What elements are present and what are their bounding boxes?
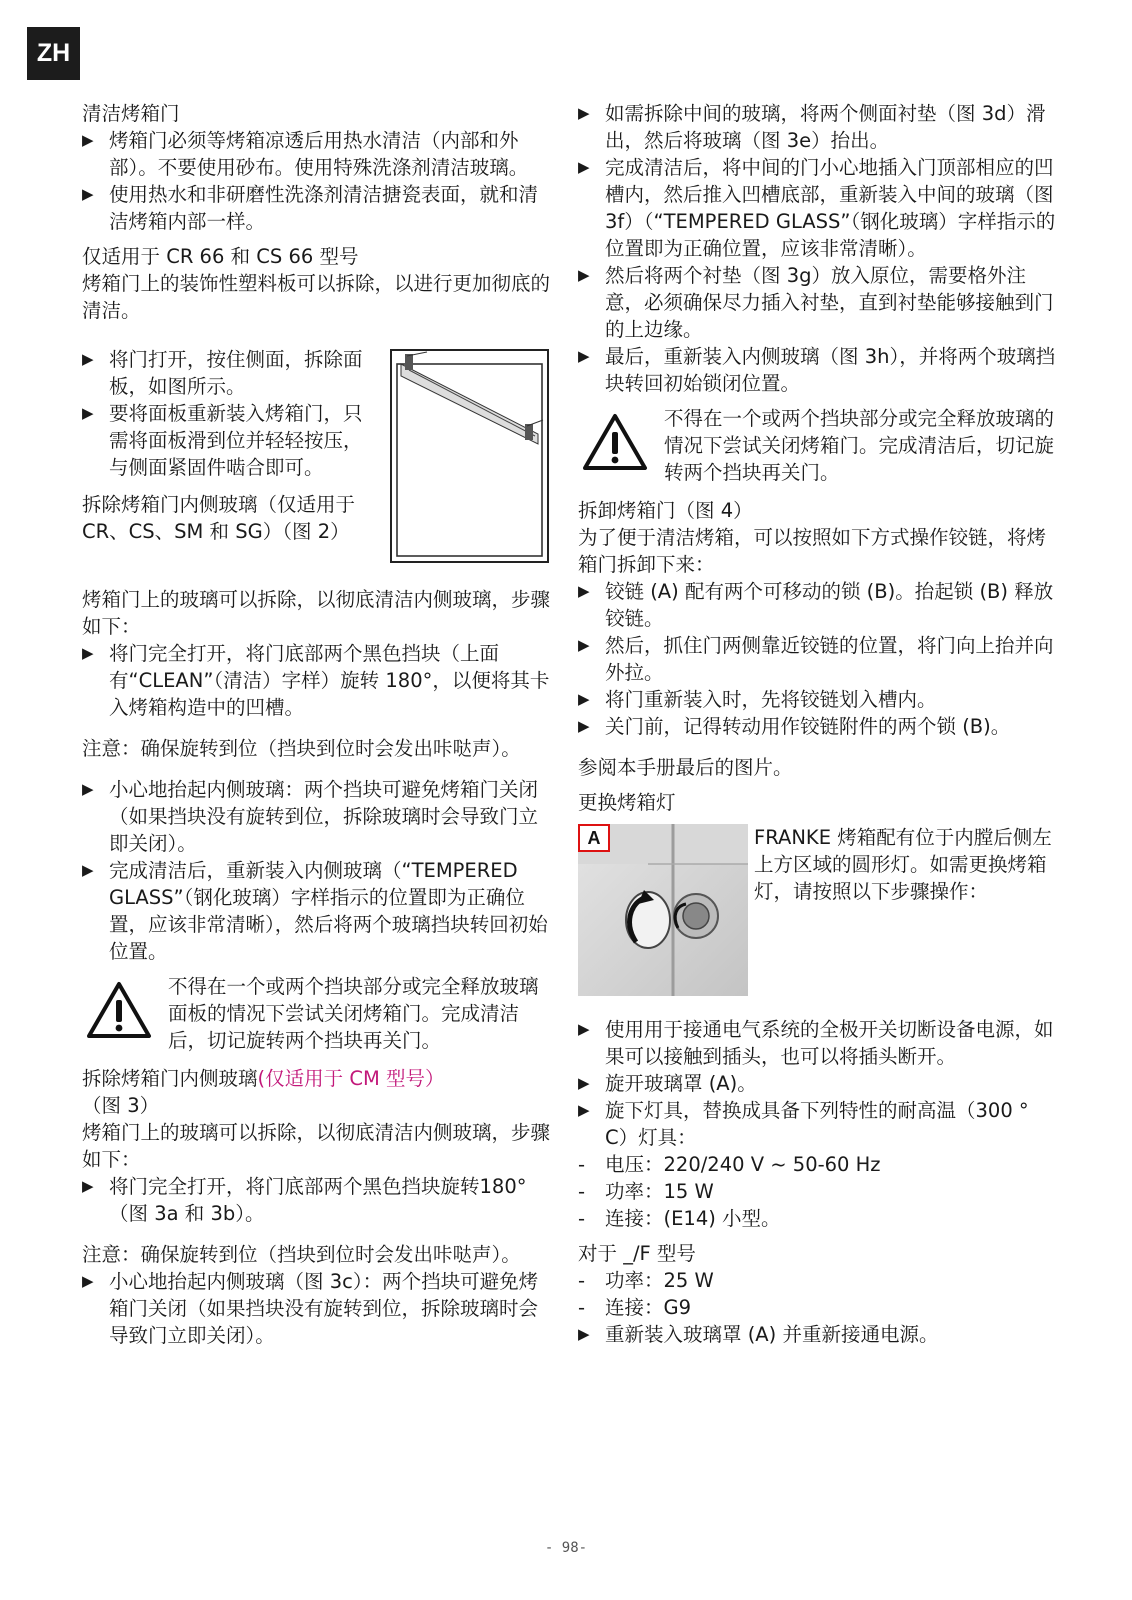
warning-box — [82, 973, 552, 1057]
bullet-arrow-icon: ▶ — [82, 1177, 94, 1195]
list-item: ▶ 将门完全打开，将门底部两个黑色挡块（上面有“CLEAN”（清洁）字样）旋转 180°，以便将其卡入烤箱构造中的凹槽。 — [82, 642, 550, 719]
lamp-heading: 更换烤箱灯 — [578, 791, 676, 814]
spec-item: - 电压：220/240 V ~ 50-60 Hz — [578, 1153, 881, 1176]
door-removal-heading: 拆卸烤箱门（图 4） — [578, 499, 753, 522]
bullet-arrow-icon: ▶ — [578, 582, 590, 600]
door-cleaning-heading: 清洁烤箱门 — [82, 102, 180, 125]
bullet-arrow-icon: ▶ — [578, 1020, 590, 1038]
spec-item: - 连接：(E14) 小型。 — [578, 1207, 781, 1230]
list-item: ▶ 旋开玻璃罩 (A)。 — [578, 1072, 757, 1095]
list-item: ▶ 将门重新装入时，先将铰链划入槽内。 — [578, 688, 937, 711]
note: 注意：确保旋转到位（挡块到位时会发出咔哒声）。 — [82, 1243, 521, 1266]
warning-triangle-icon — [86, 981, 152, 1039]
models-line: 仅适用于 CR 66 和 CS 66 型号 — [82, 245, 359, 268]
list-item: ▶ 然后将两个衬垫（图 3g）放入原位，需要格外注意，必须确保尽力插入衬垫，直到衬垫能够接触到门的上边缘。 — [578, 264, 1054, 341]
cm-figure-ref: （图 3） — [82, 1094, 160, 1117]
list-item: ▶ 完成清洁后，将中间的门小心地插入门顶部相应的凹槽内，然后推入凹槽底部，重新装入中间的玻璃（图 3f）（“TEMPERED GLASS”（钢化玻璃）字样指示的位置即为正确位置，应该非常清晰）。 — [578, 156, 1056, 260]
refer-note: 参阅本手册最后的图片。 — [578, 756, 793, 779]
right-column — [578, 100, 1058, 1348]
panel-intro: 烤箱门上的装饰性塑料板可以拆除，以进行更加彻底的清洁。 — [82, 272, 551, 322]
bullet-arrow-icon: ▶ — [578, 347, 590, 365]
glass-intro: 烤箱门上的玻璃可以拆除，以彻底清洁内侧玻璃，步骤如下： — [82, 588, 551, 638]
lamp-figure-label: A — [587, 828, 601, 848]
spec-item: - 功率：25 W — [578, 1269, 714, 1292]
bullet-arrow-icon: ▶ — [82, 1272, 94, 1290]
bullet-arrow-icon: ▶ — [82, 131, 94, 149]
list-item: ▶ 将门打开，按住侧面，拆除面板，如图所示。 — [82, 348, 363, 398]
list-item: ▶ 要将面板重新装入烤箱门，只需将面板滑到位并轻轻按压，与侧面紧固件啮合即可。 — [82, 402, 363, 479]
page-number: - 98- — [544, 1540, 588, 1556]
glass-removal-heading: 拆除烤箱门内侧玻璃（仅适用于 CR、CS、SM 和 SG）（图 2） — [82, 493, 356, 543]
warning-text: 不得在一个或两个挡块部分或完全释放玻璃面板的情况下尝试关闭烤箱门。完成清洁后，切记旋转两个挡块再关门。 — [168, 975, 539, 1052]
cm-glass-heading: 拆除烤箱门内侧玻璃(仅适用于 CM 型号） — [82, 1067, 445, 1090]
list-item: ▶ 烤箱门必须等烤箱凉透后用热水清洁（内部和外部）。不要使用砂布。使用特殊洗涤剂清洁玻璃。 — [82, 129, 529, 179]
list-item: ▶ 使用热水和非研磨性洗涤剂清洁搪瓷表面，就和清洁烤箱内部一样。 — [82, 183, 539, 233]
lamp-intro: FRANKE 烤箱配有位于内膛后侧左上方区域的圆形灯。如需更换烤箱灯，请按照以下步骤操作： — [754, 826, 1052, 903]
list-item: ▶ 关门前，记得转动用作铰链附件的两个锁 (B)。 — [578, 715, 1011, 738]
list-item: ▶ 使用用于接通电气系统的全极开关切断设备电源，如果可以接触到插头，也可以将插头断开。 — [578, 1018, 1054, 1068]
bullet-arrow-icon: ▶ — [578, 717, 590, 735]
list-item: ▶ 小心地抬起内侧玻璃（图 3c）：两个挡块可避免烤箱门关闭（如果挡块没有旋转到位，拆除玻璃时会导致门立即关闭）。 — [82, 1270, 539, 1347]
f-model-heading: 对于 _/F 型号 — [578, 1242, 696, 1265]
spec-item: - 连接：G9 — [578, 1296, 692, 1319]
list-item: ▶ 完成清洁后，重新装入内侧玻璃（“TEMPERED GLASS”（钢化玻璃）字样指示的位置即为正确位置，应该非常清晰），然后将两个玻璃挡块转回初始位置。 — [82, 859, 548, 963]
list-item: ▶ 小心地抬起内侧玻璃：两个挡块可避免烤箱门关闭（如果挡块没有旋转到位，拆除玻璃时会导致门立即关闭）。 — [82, 778, 539, 855]
bullet-arrow-icon: ▶ — [578, 158, 590, 176]
bullet-arrow-icon: ▶ — [578, 690, 590, 708]
glass-intro: 烤箱门上的玻璃可以拆除，以彻底清洁内侧玻璃，步骤如下： — [82, 1121, 551, 1171]
list-item: ▶ 如需拆除中间的玻璃，将两个侧面衬垫（图 3d）滑出，然后将玻璃（图 3e）抬出。 — [578, 102, 1046, 152]
list-item: ▶ 然后，抓住门两侧靠近铰链的位置，将门向上抬并向外拉。 — [578, 634, 1054, 684]
list-item: ▶ 旋下灯具，替换成具备下列特性的耐高温（300 ° C）灯具： — [578, 1099, 1029, 1149]
bullet-arrow-icon: ▶ — [578, 1074, 590, 1092]
bullet-arrow-icon: ▶ — [578, 266, 590, 284]
list-item: ▶ 将门完全打开，将门底部两个黑色挡块旋转180°（图 3a 和 3b）。 — [82, 1175, 527, 1225]
door-removal-intro: 为了便于清洁烤箱，可以按照如下方式操作铰链，将烤箱门拆卸下来： — [578, 526, 1047, 576]
warning-box — [578, 405, 1058, 489]
oven-lamp-figure — [578, 824, 748, 996]
bullet-arrow-icon: ▶ — [82, 861, 94, 879]
spec-item: - 功率：15 W — [578, 1180, 714, 1203]
bullet-arrow-icon: ▶ — [578, 104, 590, 122]
left-column — [82, 100, 552, 1349]
bullet-arrow-icon: ▶ — [578, 636, 590, 654]
note: 注意：确保旋转到位（挡块到位时会发出咔哒声）。 — [82, 737, 521, 760]
list-item: ▶ 重新装入玻璃罩 (A) 并重新接通电源。 — [578, 1323, 939, 1346]
list-item: ▶ 最后，重新装入内侧玻璃（图 3h），并将两个玻璃挡块转回初始锁闭位置。 — [578, 345, 1056, 395]
bullet-arrow-icon: ▶ — [82, 185, 94, 203]
bullet-arrow-icon: ▶ — [82, 644, 94, 662]
list-item: ▶ 铰链 (A) 配有两个可移动的锁 (B)。抬起锁 (B) 释放铰链。 — [578, 580, 1054, 630]
bullet-arrow-icon: ▶ — [578, 1325, 590, 1343]
language-tab: ZH — [27, 27, 80, 80]
bullet-arrow-icon: ▶ — [82, 404, 94, 422]
bullet-arrow-icon: ▶ — [578, 1101, 590, 1119]
warning-triangle-icon — [582, 413, 648, 471]
bullet-arrow-icon: ▶ — [82, 780, 94, 798]
oven-lamp-photo — [578, 824, 748, 996]
bullet-arrow-icon: ▶ — [82, 350, 94, 368]
lamp-section — [578, 824, 1058, 1008]
warning-text: 不得在一个或两个挡块部分或完全释放玻璃的情况下尝试关闭烤箱门。完成清洁后，切记旋转两个挡块再关门。 — [664, 407, 1055, 484]
